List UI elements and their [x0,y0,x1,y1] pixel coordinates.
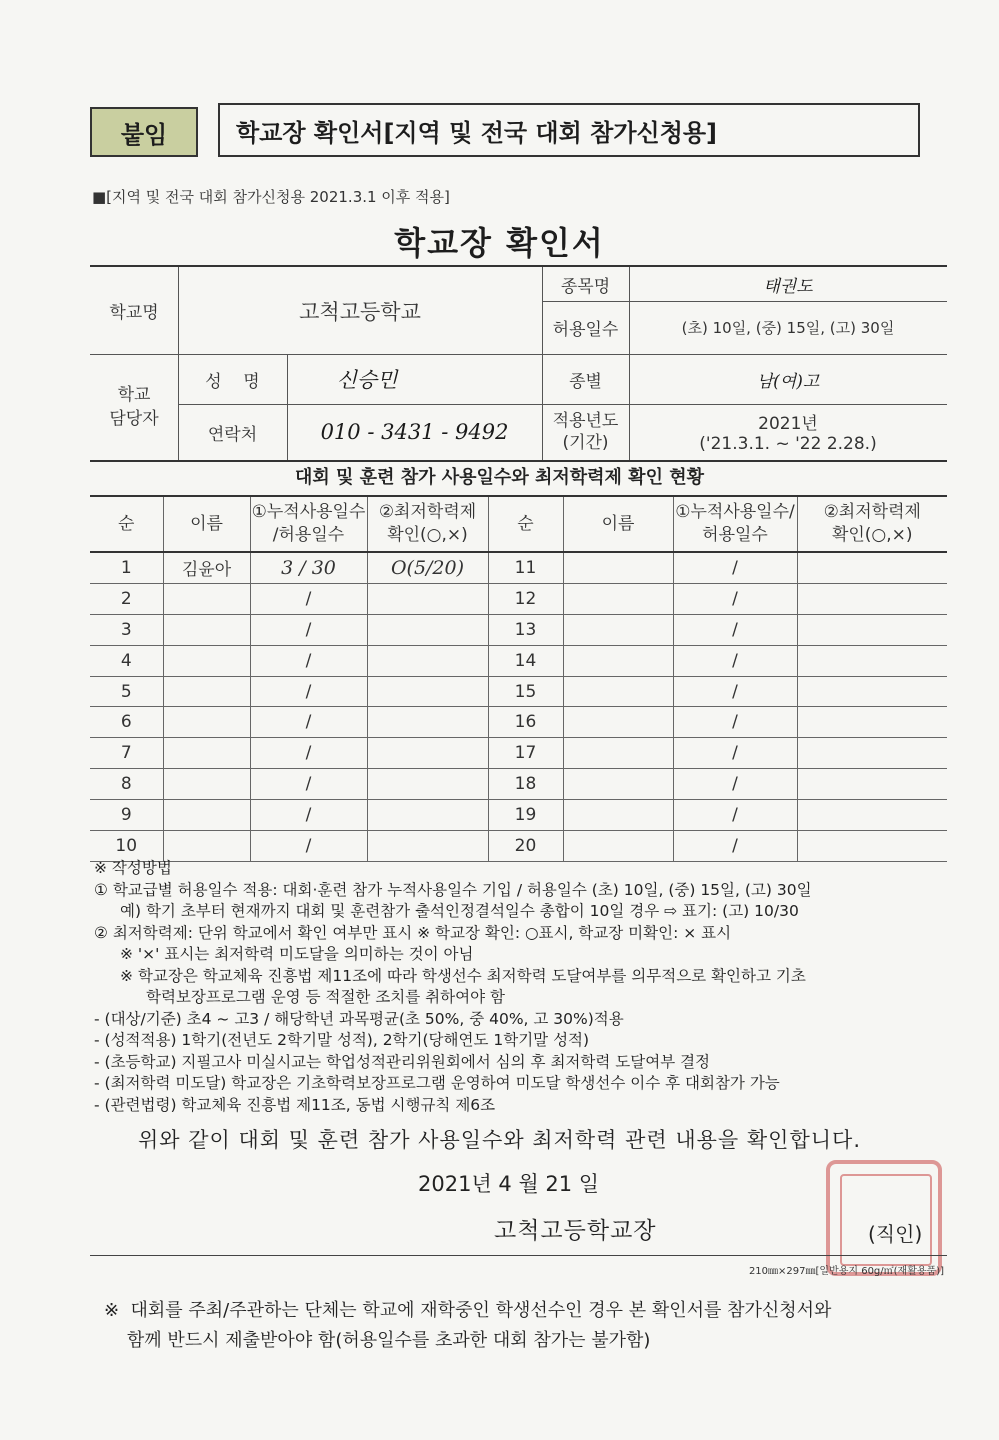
student-name [563,769,673,800]
row-number: 4 [90,645,163,676]
student-name [163,769,250,800]
row-number: 20 [488,831,563,862]
days-used: / [673,614,797,645]
min-grade-check [367,769,488,800]
row-number: 15 [488,676,563,707]
instruction-line: ② 최저학력제: 단위 학교에서 확인 여부만 표시 ※ 학교장 확인: ○표시, 학교장 미확인: × 표시 [94,923,732,942]
student-name [563,831,673,862]
footnote-line: ※ 대회를 주최/주관하는 단체는 학교에 재학중인 학생선수인 경우 본 확인서를 참가신청서와 [104,1300,832,1321]
row-number: 3 [90,614,163,645]
min-grade-check [367,645,488,676]
period-value: ('21.3.1. ~ '22 2.28.) [699,434,877,454]
gender-value: 남(여)고 [756,371,820,392]
min-grade-check [797,614,947,645]
min-grade-check [797,738,947,769]
days-used: / [673,707,797,738]
min-grade-check [367,707,488,738]
min-grade-check [797,707,947,738]
min-grade-check [367,831,488,862]
min-grade-check [797,583,947,614]
student-name [163,676,250,707]
school-value: 고척고등학교 [299,299,421,324]
min-grade-check [797,552,947,583]
instruction-line: 예) 학기 초부터 현재까지 대회 및 훈련참가 출석인정결석일수 총합이 10일 경우 ⇨ 표기: (고) 10/30 [120,902,799,920]
days-used: / [250,738,367,769]
student-name [563,676,673,707]
row-number: 6 [90,707,163,738]
days-used: / [673,583,797,614]
divider [90,1255,947,1256]
table-row [90,707,947,738]
min-grade-check [797,676,947,707]
row-number: 18 [488,769,563,800]
student-name [163,707,250,738]
days-used: / [250,676,367,707]
instruction-line: ① 학교급별 허용일수 적용: 대회·훈련 참가 누적사용일수 기입 / 허용일수 (초) 10일, (중) 15일, (고) 30일 [94,880,812,899]
info-grid [90,265,947,462]
days-used: / [250,707,367,738]
days-used: / [673,552,797,583]
row-number: 13 [488,614,563,645]
instruction-line: - (관련법령) 학교체육 진흥법 제11조, 동법 시행규칙 제6조 [94,1095,496,1114]
col-header-check: ②최저학력제 확인(○,×) [367,496,488,552]
instruction-line: - (대상/기준) 초4 ~ 고3 / 해당학년 과목평균(초 50%, 중 40%, 고 30%)적용 [94,1009,624,1028]
instruction-line: - (최저학력 미도달) 학교장은 기초학력보장프로그램 운영하여 미도달 학생선수 이수 후 대회참가 가능 [94,1074,780,1092]
row-number: 19 [488,800,563,831]
days-used: / [673,645,797,676]
contact-label: 연락처 [207,424,258,445]
row-number: 9 [90,800,163,831]
student-name [563,552,673,583]
page-title: 학교장 확인서 [394,224,605,262]
student-name [563,614,673,645]
student-name [563,707,673,738]
sport-label: 종목명 [560,276,611,297]
col-header-no: 순 [488,496,563,552]
row-number: 2 [90,583,163,614]
confirmation-statement: 위와 같이 대회 및 훈련 참가 사용일수와 최저학력 관련 내용을 확인합니다. [137,1128,861,1152]
seal-label: (직인) [868,1222,923,1246]
roster-table [90,495,947,862]
student-name [563,738,673,769]
issue-date: 2021년 4 월 21 일 [418,1172,600,1196]
student-name [563,645,673,676]
instruction-line: ※ '×' 표시는 최저학력 미도달을 의미하는 것이 아님 [120,945,474,963]
days-used: / [673,738,797,769]
table-row [90,831,947,862]
col-header-name: 이름 [163,496,250,552]
row-number: 7 [90,738,163,769]
name-label: 성 명 [205,371,260,392]
instruction-line: ※ 작성방법 [94,859,172,877]
days-used: / [673,676,797,707]
contact-value: 010 - 3431 - 9492 [320,420,509,444]
footnote-line: 함께 반드시 제출받아야 함(허용일수를 초과한 대회 참가는 불가함) [104,1330,651,1351]
days-used: / [250,583,367,614]
gender-label: 종별 [569,371,602,392]
instruction-line: 학력보장프로그램 운영 등 적절한 조치를 취하여야 함 [146,988,505,1006]
row-number: 14 [488,645,563,676]
paper-spec: 210㎜×297㎜[일반용지 60g/㎡(재활용품)] [748,1266,944,1277]
col-header-check: ②최저학력제 확인(○,×) [797,496,947,552]
row-number: 8 [90,769,163,800]
student-name [163,614,250,645]
row-number: 10 [90,831,163,862]
days-used: / [250,645,367,676]
days-used: / [250,614,367,645]
document-header-title: 학교장 확인서[지역 및 전국 대회 참가신청용] [218,103,920,157]
days-used: / [250,769,367,800]
days-used: / [673,831,797,862]
table-row [90,800,947,831]
student-name: 김윤아 [163,552,250,583]
row-number: 11 [488,552,563,583]
instruction-line: ※ 학교장은 학교체육 진흥법 제11조에 따라 학생선수 최저학력 도달여부를 의무적으로 확인하고 기초 [120,966,806,985]
table-row [90,769,947,800]
year-value: 2021년 [758,413,818,434]
year-label: 적용년도 (기간) [552,411,619,453]
table-row [90,614,947,645]
table-row [90,552,947,583]
table-row [90,738,947,769]
instruction-line: - (초등학교) 지필고사 미실시교는 학업성적관리위원회에서 심의 후 최저학력 도달여부 결정 [94,1052,711,1071]
min-grade-check [797,831,947,862]
school-label: 학교명 [109,303,159,323]
min-grade-check [367,738,488,769]
row-number: 1 [90,552,163,583]
col-header-days: ①누적사용일수/ 허용일수 [673,496,797,552]
col-header-name: 이름 [563,496,673,552]
student-name [163,738,250,769]
instruction-line: - (성적적용) 1학기(전년도 2학기말 성적), 2학기(당해연도 1학기말 성적) [94,1031,590,1049]
row-number: 16 [488,707,563,738]
table-row [90,645,947,676]
min-grade-check [367,583,488,614]
min-grade-check [367,676,488,707]
principal-name: 고척고등학교장 [494,1218,657,1244]
student-name [563,800,673,831]
days-used: / [673,800,797,831]
min-grade-check [797,645,947,676]
col-header-no: 순 [90,496,163,552]
student-name [163,800,250,831]
days-used: 3 / 30 [250,552,367,583]
days-used: / [250,800,367,831]
attach-label: 붙임 [90,107,198,157]
footnote [104,1296,964,1356]
row-number: 12 [488,583,563,614]
days-used: / [673,769,797,800]
table-row [90,676,947,707]
min-grade-check: O(5/20) [367,552,488,583]
row-number: 17 [488,738,563,769]
days-used: / [250,831,367,862]
table-row [90,583,947,614]
min-grade-check [797,800,947,831]
student-name [563,583,673,614]
min-grade-check [367,614,488,645]
apply-note: ■[지역 및 전국 대회 참가신청용 2021.3.1 이후 적용] [92,188,450,206]
student-name [163,831,250,862]
student-name [163,645,250,676]
sport-value: 태권도 [763,276,813,297]
section-title: 대회 및 훈련 참가 사용일수와 최저학력제 확인 현황 [294,467,704,488]
student-name [163,583,250,614]
instructions [94,858,954,1116]
col-header-days: ①누적사용일수 /허용일수 [250,496,367,552]
min-grade-check [797,769,947,800]
manager-label: 학교 담당자 [109,385,159,429]
allowed-label: 허용일수 [552,320,619,340]
manager-name-value: 신승민 [336,368,398,392]
min-grade-check [367,800,488,831]
allowed-value: (초) 10일, (중) 15일, (고) 30일 [681,319,895,337]
row-number: 5 [90,676,163,707]
